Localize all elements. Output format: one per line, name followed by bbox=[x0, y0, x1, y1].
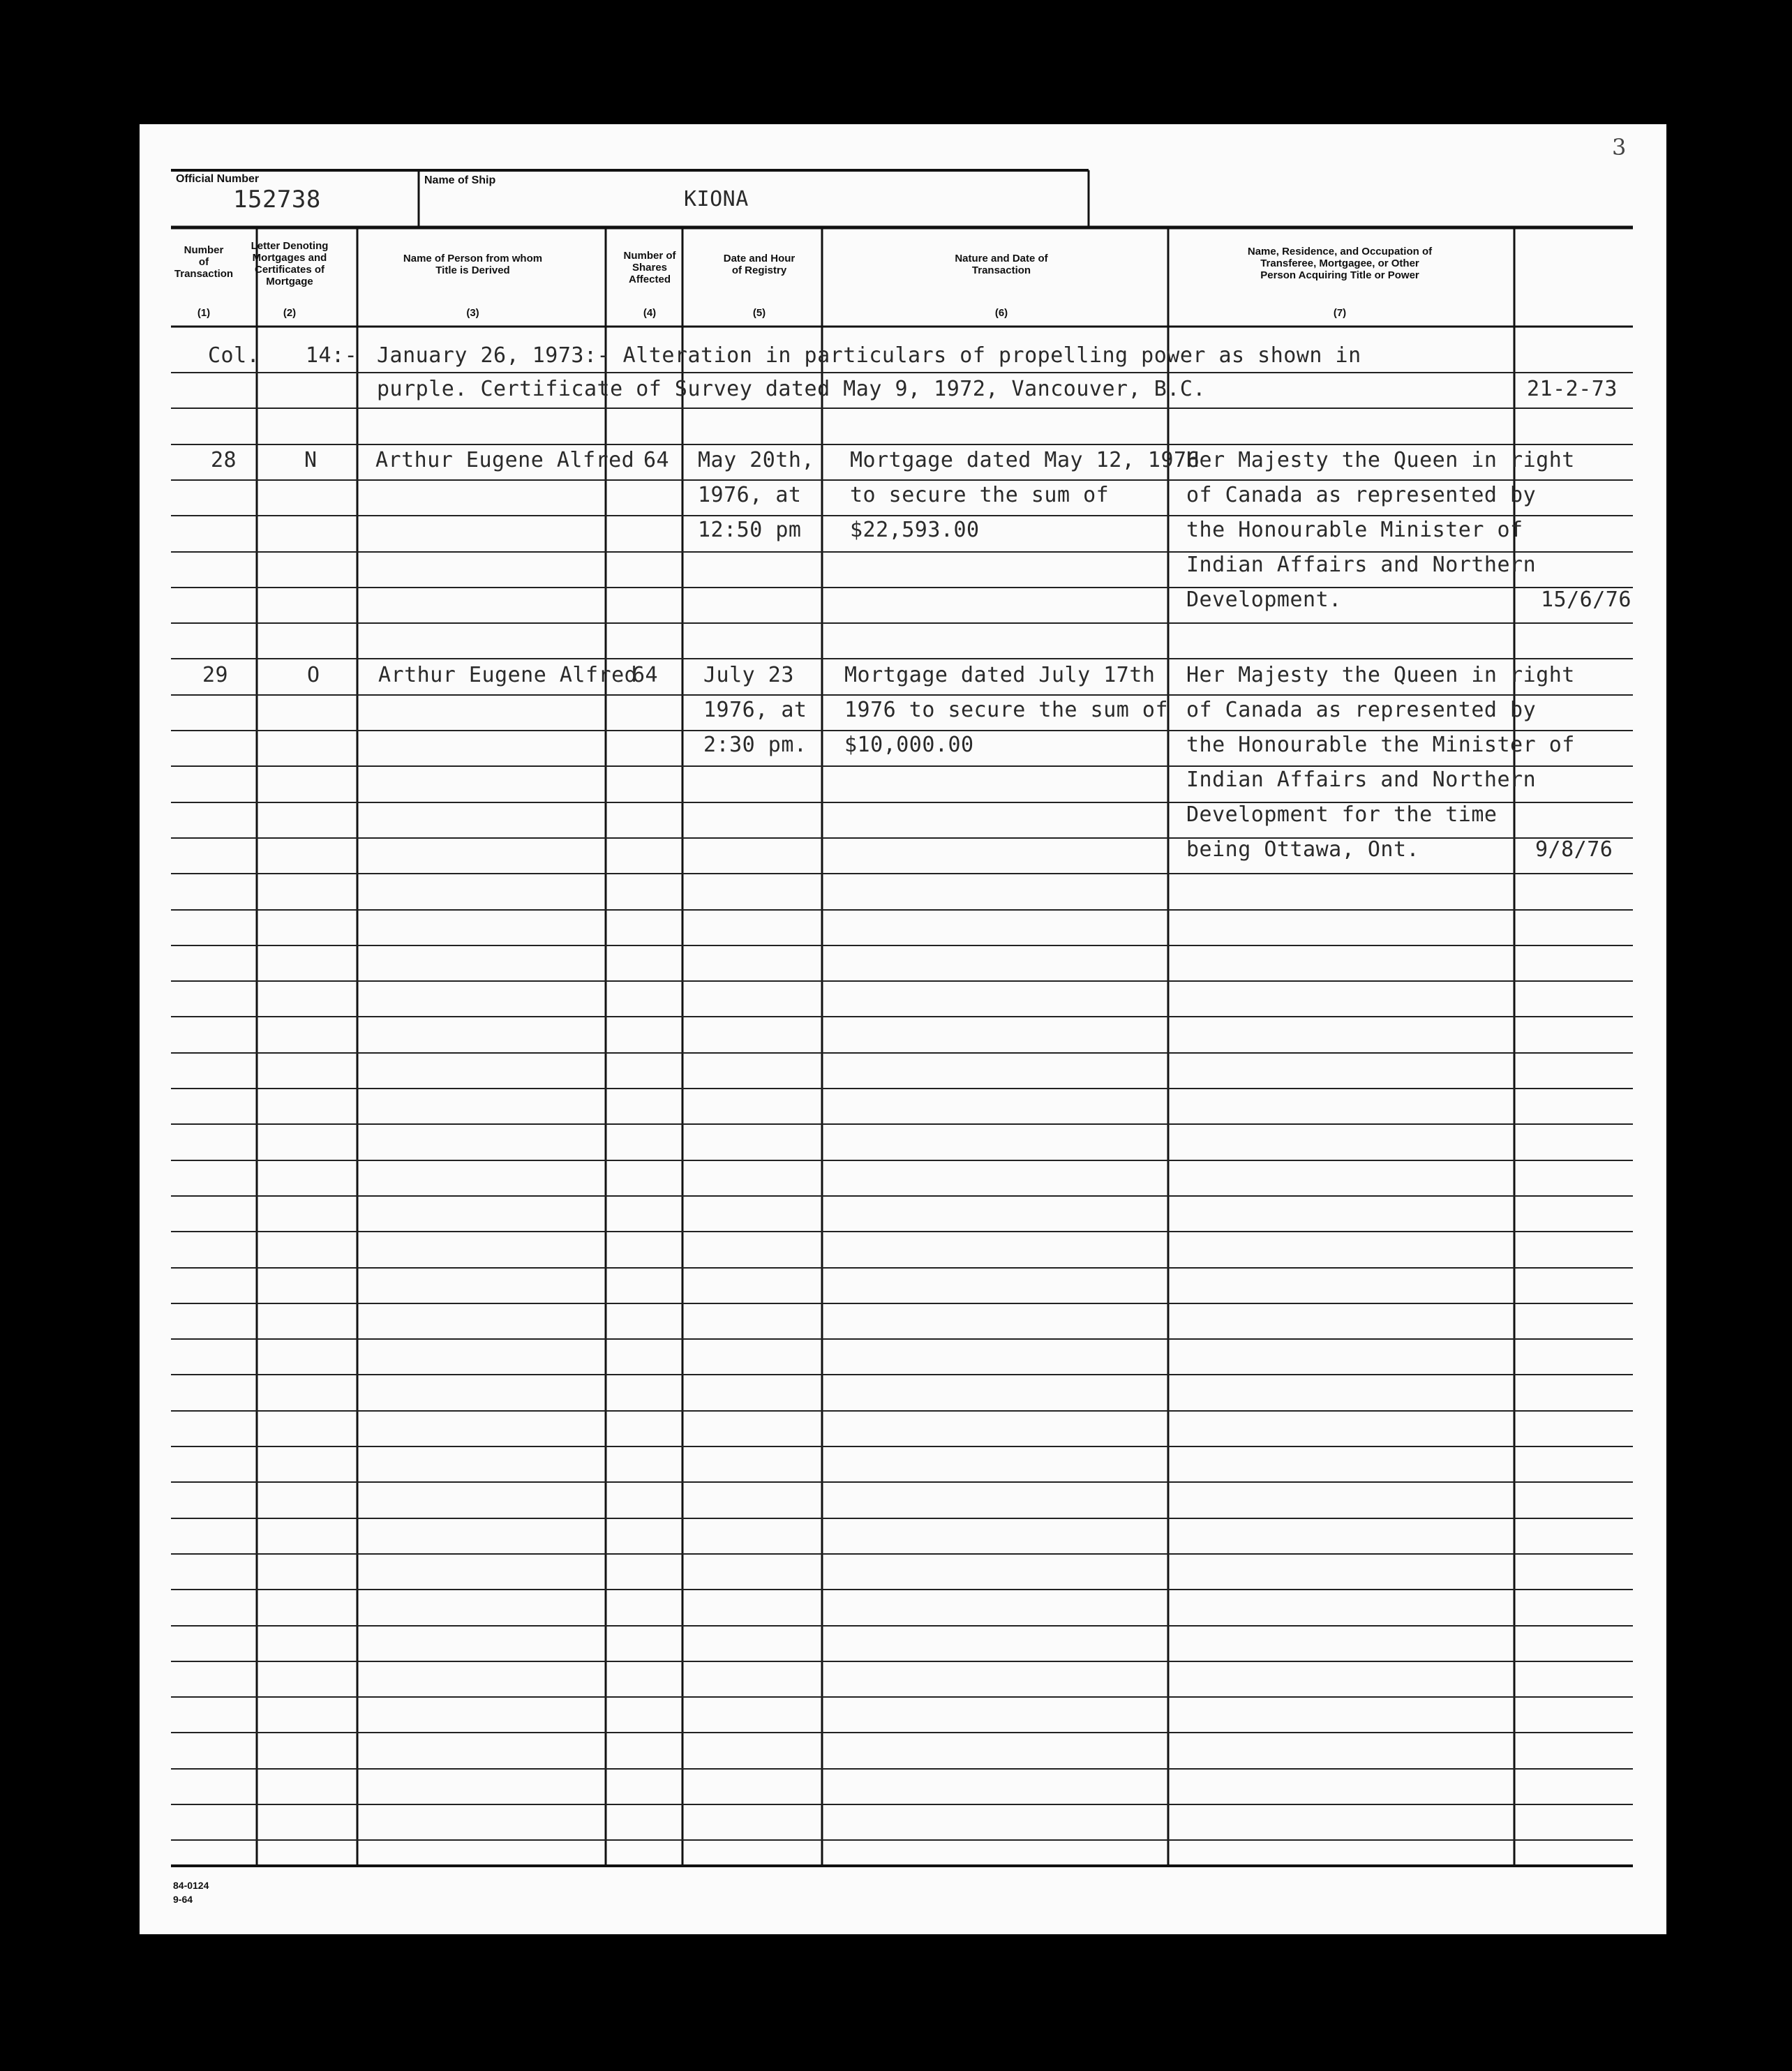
col-header-registry: Date and Hour of Registry bbox=[723, 253, 796, 276]
entry-29-number: 29 bbox=[202, 663, 229, 687]
col-header-name-from: Name of Person from whom Title is Derived bbox=[403, 253, 543, 276]
entry-28-to-1: Her Majesty the Queen in right bbox=[1186, 448, 1575, 472]
col-header-letter: Letter Denoting Mortgages and Certificates of Mortgage bbox=[251, 240, 329, 287]
note-col: Col. bbox=[208, 343, 260, 368]
entry-28-date: 15/6/76 bbox=[1541, 588, 1632, 612]
entry-29-letter: O bbox=[307, 663, 320, 687]
entry-29-to-1: Her Majesty the Queen in right bbox=[1186, 663, 1575, 687]
note-col-number: 14:- bbox=[306, 343, 358, 368]
col-header-acquirer: Name, Residence, and Occupation of Transferee, Mortgagee, or Other Person Acquiring Title or Power bbox=[1247, 246, 1433, 281]
entry-29-to-3: the Honourable the Minister of bbox=[1186, 733, 1575, 757]
entry-29-nature-1: Mortgage dated July 17th bbox=[844, 663, 1156, 687]
note-line-2: purple. Certificate of Survey dated May 9, 1972, Vancouver, B.C. bbox=[377, 377, 1206, 401]
entry-29-to-2: of Canada as represented by bbox=[1186, 698, 1537, 722]
entry-29-nature-3: $10,000.00 bbox=[844, 733, 974, 757]
col-number-3: (3) bbox=[466, 307, 479, 319]
page-number: 3 bbox=[1612, 134, 1627, 160]
form-code-date: 9-64 bbox=[173, 1894, 193, 1905]
col-number-6: (6) bbox=[994, 307, 1008, 319]
col-number-2: (2) bbox=[283, 307, 297, 319]
note-registration-date: 21-2-73 bbox=[1527, 377, 1618, 401]
ship-name-label: Name of Ship bbox=[424, 174, 496, 186]
entry-29-from: Arthur Eugene Alfred bbox=[378, 663, 638, 687]
entry-28-to-4: Indian Affairs and Northern bbox=[1186, 553, 1537, 577]
entry-28-registry-1: May 20th, bbox=[698, 448, 815, 472]
form-code-number: 84-0124 bbox=[173, 1880, 209, 1891]
official-number-label: Official Number bbox=[176, 173, 260, 185]
col-header-nature: Nature and Date of Transaction bbox=[955, 253, 1048, 276]
ship-name: KIONA bbox=[684, 187, 749, 211]
register-page bbox=[140, 124, 1666, 1934]
col-number-7: (7) bbox=[1333, 307, 1347, 319]
official-number: 152738 bbox=[233, 186, 321, 214]
entry-28-nature-3: $22,593.00 bbox=[850, 518, 980, 542]
entry-28-to-5: Development. bbox=[1186, 588, 1342, 612]
note-line-1: January 26, 1973:- Alteration in particulars of propelling power as shown in bbox=[377, 343, 1361, 368]
entry-28-nature-2: to secure the sum of bbox=[850, 483, 1110, 507]
entry-28-from: Arthur Eugene Alfred bbox=[375, 448, 635, 472]
entry-28-to-2: of Canada as represented by bbox=[1186, 483, 1537, 507]
col-number-4: (4) bbox=[643, 307, 657, 319]
entry-29-to-4: Indian Affairs and Northern bbox=[1186, 768, 1537, 792]
entry-28-to-3: the Honourable Minister of bbox=[1186, 518, 1523, 542]
col-number-1: (1) bbox=[197, 307, 211, 319]
entry-28-number: 28 bbox=[211, 448, 237, 472]
col-number-5: (5) bbox=[752, 307, 766, 319]
entry-29-shares: 64 bbox=[632, 663, 659, 687]
form-code bbox=[173, 1878, 209, 1906]
entry-29-registry-3: 2:30 pm. bbox=[703, 733, 807, 757]
entry-29-date: 9/8/76 bbox=[1535, 837, 1613, 862]
col-header-shares: Number of Shares Affected bbox=[623, 250, 676, 285]
entry-28-registry-2: 1976, at bbox=[698, 483, 802, 507]
entry-28-letter: N bbox=[304, 448, 318, 472]
entry-28-registry-3: 12:50 pm bbox=[698, 518, 802, 542]
entry-29-to-6: being Ottawa, Ont. bbox=[1186, 837, 1420, 862]
entry-29-to-5: Development for the time bbox=[1186, 802, 1498, 827]
entry-29-nature-2: 1976 to secure the sum of bbox=[844, 698, 1169, 722]
entry-29-registry-2: 1976, at bbox=[703, 698, 807, 722]
col-header-transaction-number: Number of Transaction bbox=[174, 244, 234, 280]
entry-28-shares: 64 bbox=[643, 448, 670, 472]
entry-28-nature-1: Mortgage dated May 12, 1976 bbox=[850, 448, 1200, 472]
entry-29-registry-1: July 23 bbox=[703, 663, 794, 687]
